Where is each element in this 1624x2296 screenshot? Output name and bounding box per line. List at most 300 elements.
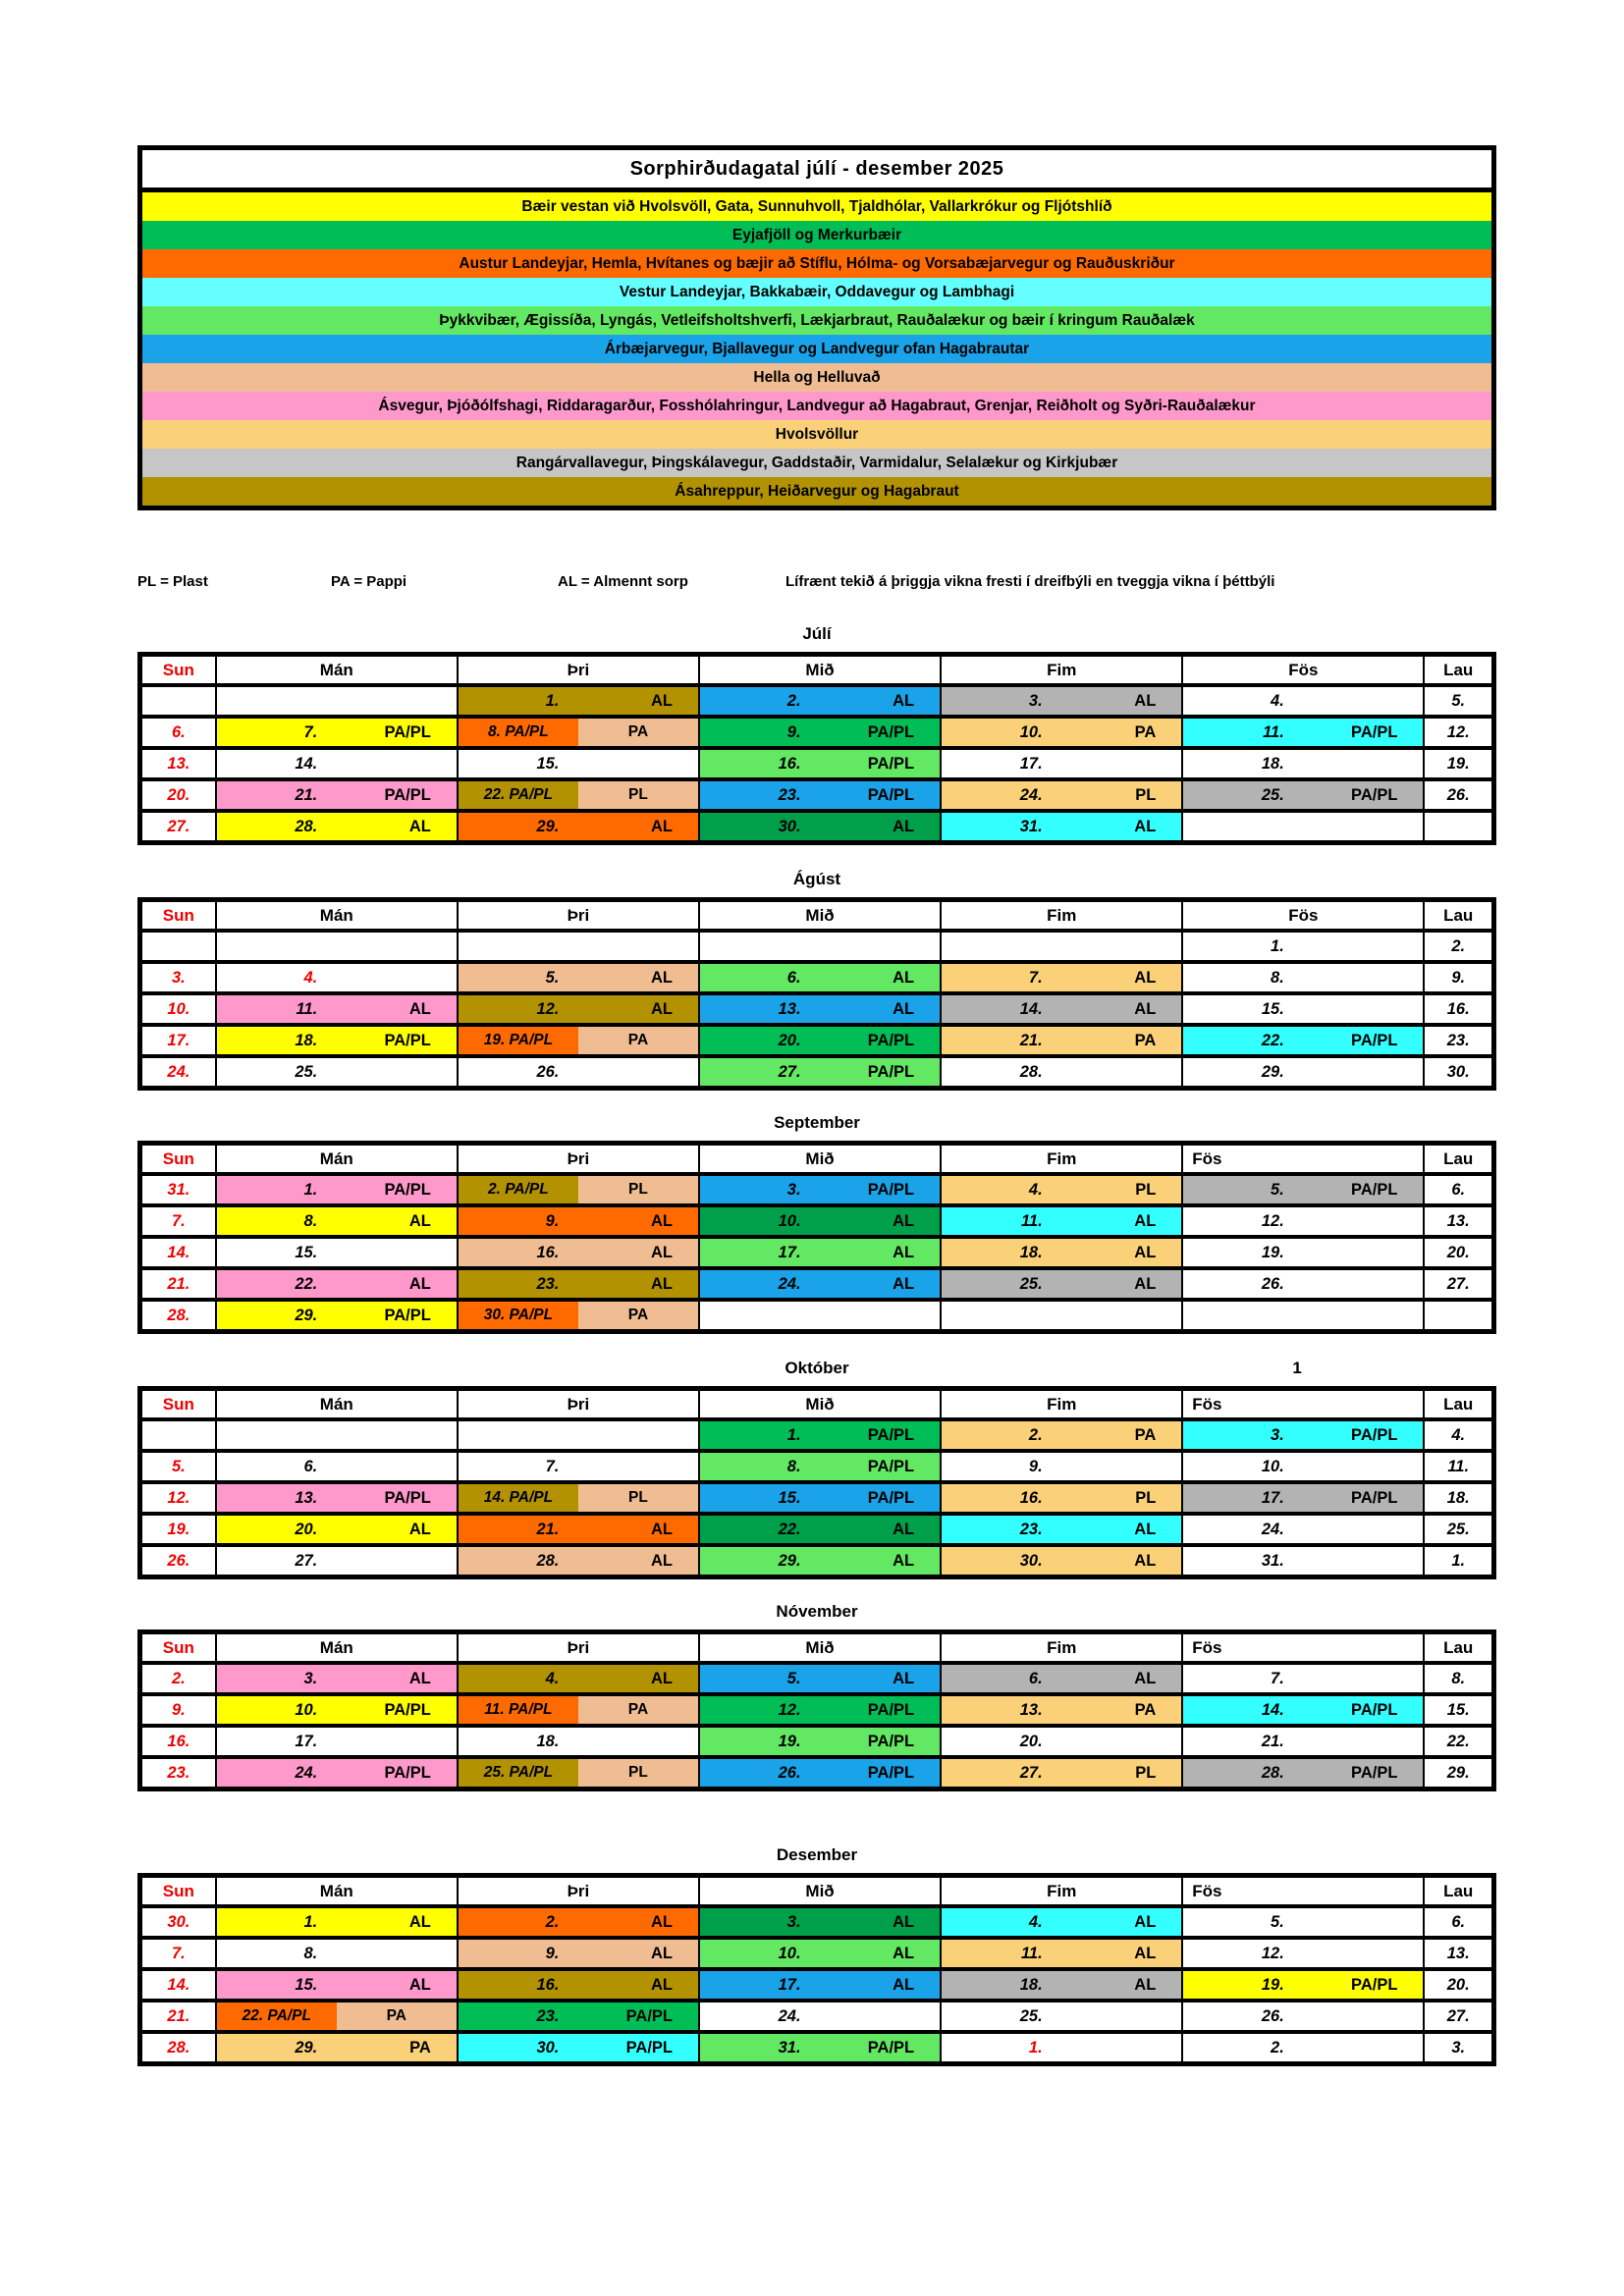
day-cell xyxy=(140,1237,216,1268)
waste-code: PA/PL xyxy=(384,1763,431,1782)
waste-code: AL xyxy=(651,1669,673,1687)
day-number: 24. xyxy=(778,2006,801,2025)
day-cell xyxy=(1182,1757,1424,1789)
day-number: 27. xyxy=(778,1062,801,1081)
week-row xyxy=(140,811,1494,843)
empty-cell xyxy=(216,685,458,717)
day-cell xyxy=(458,1906,699,1938)
week-row xyxy=(140,717,1494,748)
day-number: 14. xyxy=(167,1975,190,1994)
day-cell xyxy=(1424,1938,1493,1969)
day-cell xyxy=(941,1451,1182,1482)
region-band-label: Hella og Helluvað xyxy=(753,368,881,386)
region-band-label: Ásahreppur, Heiðarvegur og Hagabraut xyxy=(675,482,959,500)
waste-code: AL xyxy=(893,1274,915,1293)
day-number: 6. xyxy=(171,722,186,741)
day-number: 9. xyxy=(171,1700,186,1719)
day-number: 25. xyxy=(1019,2006,1043,2025)
month-table xyxy=(137,897,1496,1091)
waste-code: PA/PL xyxy=(384,785,431,804)
waste-code: PL xyxy=(578,1484,698,1512)
day-number: 29. xyxy=(295,1306,318,1324)
day-number: 7. xyxy=(171,1944,186,1962)
waste-code: AL xyxy=(893,1975,915,1994)
waste-code: AL xyxy=(1134,1975,1157,1994)
day-cell xyxy=(140,1969,216,2001)
waste-code: PA/PL xyxy=(1351,1180,1398,1199)
day-cell xyxy=(941,1514,1182,1545)
day-cell xyxy=(699,717,941,748)
day-number: 24. xyxy=(167,1062,190,1081)
day-number: 28. xyxy=(1261,1763,1284,1782)
day-cell xyxy=(1182,1237,1424,1268)
day-cell xyxy=(1182,2032,1424,2064)
day-cell xyxy=(699,685,941,717)
day-number: 10. xyxy=(1019,722,1043,741)
day-cell xyxy=(1182,993,1424,1025)
empty-cell xyxy=(699,931,941,962)
day-cell xyxy=(1424,1419,1493,1451)
day-number: 31. xyxy=(1019,817,1043,835)
day-cell xyxy=(458,962,699,993)
day-cell xyxy=(140,993,216,1025)
day-cell xyxy=(458,1969,699,2001)
day-number: 20. xyxy=(167,785,190,804)
weekday-header: Fim xyxy=(941,1632,1182,1664)
waste-code: PA/PL xyxy=(1351,1031,1398,1049)
day-cell xyxy=(699,1419,941,1451)
day-number: 30. xyxy=(167,1912,190,1931)
weekday-header: Þri xyxy=(458,1389,699,1420)
day-number: 8. xyxy=(303,1211,318,1230)
day-cell-split xyxy=(458,1482,699,1514)
weekday-header: Fim xyxy=(941,900,1182,932)
day-cell xyxy=(140,811,216,843)
waste-code: PA/PL xyxy=(625,2038,673,2056)
day-number: 16. xyxy=(536,1975,560,1994)
day-number: 31. xyxy=(167,1180,190,1199)
waste-code: AL xyxy=(651,1912,673,1931)
weekday-header: Lau xyxy=(1424,655,1493,686)
region-band-label: Austur Landeyjar, Hemla, Hvítanes og bæjir að Stíflu, Hólma- og Vorsabæjarvegur og Rauðuskriður xyxy=(459,254,1175,272)
week-row xyxy=(140,1694,1494,1726)
weekday-header: Fös xyxy=(1182,900,1424,932)
day-number: 16. xyxy=(1019,1488,1043,1507)
week-row xyxy=(140,1419,1494,1451)
day-number: 10. xyxy=(778,1211,801,1230)
day-cell xyxy=(699,1451,941,1482)
day-number: 22. xyxy=(778,1520,801,1538)
day-number: 14. xyxy=(1261,1700,1284,1719)
weekday-header: Sun xyxy=(140,900,216,932)
weekday-header: Fim xyxy=(941,1389,1182,1420)
day-number: 21. xyxy=(167,1274,190,1293)
week-row xyxy=(140,1663,1494,1694)
day-number: 29. xyxy=(295,2038,318,2056)
day-cell xyxy=(1182,779,1424,811)
waste-code: PA/PL xyxy=(867,785,915,804)
day-number: 17. xyxy=(1019,754,1043,773)
waste-code: PA xyxy=(1134,1425,1157,1444)
day-number: 14. xyxy=(295,754,318,773)
weekday-header: Lau xyxy=(1424,1389,1493,1420)
empty-cell xyxy=(1424,811,1493,843)
day-cell xyxy=(941,1663,1182,1694)
day-cell xyxy=(216,993,458,1025)
day-number: 31. xyxy=(778,2038,801,2056)
region-band xyxy=(142,363,1491,392)
day-cell xyxy=(1424,717,1493,748)
waste-code: AL xyxy=(651,1243,673,1261)
month-table xyxy=(137,1629,1496,1791)
day-cell xyxy=(216,1514,458,1545)
day-cell xyxy=(1182,931,1424,962)
month-title: Nóvember xyxy=(776,1602,858,1621)
day-cell xyxy=(1182,1514,1424,1545)
day-cell xyxy=(1424,1174,1493,1205)
day-cell xyxy=(458,2001,699,2032)
day-cell xyxy=(216,1300,458,1332)
day-cell xyxy=(699,1514,941,1545)
day-number: 17. xyxy=(167,1031,190,1049)
week-row xyxy=(140,1514,1494,1545)
day-cell xyxy=(699,811,941,843)
day-cell-split xyxy=(458,717,699,748)
waste-code: PA/PL xyxy=(867,1457,915,1475)
day-cell xyxy=(699,779,941,811)
region-band xyxy=(142,221,1491,249)
day-cell xyxy=(699,1663,941,1694)
waste-code: PA/PL xyxy=(625,2006,673,2025)
week-row xyxy=(140,1174,1494,1205)
waste-code: PA xyxy=(578,1696,698,1724)
day-cell xyxy=(1182,1545,1424,1577)
empty-cell xyxy=(1424,1300,1493,1332)
day-cell xyxy=(458,1938,699,1969)
waste-code: PA/PL xyxy=(867,1700,915,1719)
waste-code: AL xyxy=(408,1274,431,1293)
day-cell xyxy=(140,2001,216,2032)
day-cell xyxy=(1182,1451,1424,1482)
waste-code: PA/PL xyxy=(1351,722,1398,741)
day-cell xyxy=(941,2032,1182,2064)
month-title: Ágúst xyxy=(792,870,841,888)
legend-pl: PL = Plast xyxy=(137,573,208,590)
day-number: 11. xyxy=(1020,1211,1043,1230)
empty-cell xyxy=(1182,1300,1424,1332)
week-row xyxy=(140,1451,1494,1482)
day-number: 4. xyxy=(545,1669,560,1687)
day-number: 18. xyxy=(536,1732,560,1750)
day-number: 13. xyxy=(1446,1944,1470,1962)
day-cell xyxy=(699,1694,941,1726)
month-section xyxy=(137,1602,1496,1791)
month-title: Desember xyxy=(776,1845,858,1864)
day-number: 6. xyxy=(1028,1669,1043,1687)
weekday-header: Mið xyxy=(699,1876,941,1907)
day-number: 12. xyxy=(1261,1944,1284,1962)
day-number: 25. xyxy=(1446,1520,1470,1538)
day-number: 19. xyxy=(1261,1243,1284,1261)
waste-code: AL xyxy=(893,968,915,987)
day-cell xyxy=(699,1482,941,1514)
day-number: 26. xyxy=(778,1763,801,1782)
day-cell xyxy=(216,748,458,779)
region-band-label: Ásvegur, Þjóðólfshagi, Riddaragarður, Fosshólahringur, Landvegur að Hagabraut, Grenjar, Reiðholt og Syðri-Rauðalækur xyxy=(378,397,1256,414)
day-cell xyxy=(941,1757,1182,1789)
weekday-header: Lau xyxy=(1424,1876,1493,1907)
day-number: 9. xyxy=(545,1211,560,1230)
region-band-label: Vestur Landeyjar, Bakkabæir, Oddavegur og Lambhagi xyxy=(619,283,1015,300)
day-number: 23. xyxy=(536,1274,560,1293)
page-title: Sorphirðudagatal júlí - desember 2025 xyxy=(142,150,1491,192)
day-cell xyxy=(1424,1025,1493,1056)
day-number: 11. xyxy=(1020,1944,1043,1962)
day-number: 15. xyxy=(778,1488,801,1507)
day-number: 7. xyxy=(303,722,318,741)
day-number: 21. xyxy=(295,785,318,804)
day-number: 1. xyxy=(1451,1551,1466,1570)
week-row xyxy=(140,779,1494,811)
header-block xyxy=(137,145,1496,510)
day-cell xyxy=(941,685,1182,717)
day-number: 11. xyxy=(1447,1457,1470,1475)
region-band xyxy=(142,192,1491,221)
day-number: 29. xyxy=(536,817,560,835)
day-cell xyxy=(941,993,1182,1025)
day-number: 22. xyxy=(1446,1732,1470,1750)
day-cell xyxy=(140,1056,216,1089)
waste-code: AL xyxy=(893,1551,915,1570)
waste-code: AL xyxy=(1134,999,1157,1018)
week-row xyxy=(140,685,1494,717)
weekday-header: Mið xyxy=(699,655,941,686)
day-number: 2. xyxy=(786,691,801,710)
day-number: 23. xyxy=(778,785,801,804)
day-number: 5. xyxy=(545,968,560,987)
day-number-and-code: 22. PA/PL xyxy=(459,781,578,809)
waste-code: PL xyxy=(1135,1180,1157,1199)
day-cell xyxy=(1424,2032,1493,2064)
day-number: 28. xyxy=(295,817,318,835)
day-number: 4. xyxy=(1028,1912,1043,1931)
waste-code: PA/PL xyxy=(1351,785,1398,804)
waste-code: PA/PL xyxy=(867,1732,915,1750)
day-number: 13. xyxy=(167,754,190,773)
region-band xyxy=(142,420,1491,449)
day-cell xyxy=(216,1938,458,1969)
weekday-header: Mán xyxy=(216,900,458,932)
waste-code: AL xyxy=(1134,817,1157,835)
day-cell xyxy=(1182,1419,1424,1451)
day-cell xyxy=(458,2032,699,2064)
week-row xyxy=(140,1906,1494,1938)
day-cell xyxy=(1182,1268,1424,1300)
day-cell xyxy=(1424,1663,1493,1694)
waste-code: AL xyxy=(408,1669,431,1687)
waste-code: PA xyxy=(578,1027,698,1054)
day-cell xyxy=(1424,1906,1493,1938)
empty-cell xyxy=(699,1300,941,1332)
weekday-header: Lau xyxy=(1424,1144,1493,1175)
waste-code: AL xyxy=(1134,691,1157,710)
day-cell xyxy=(941,1205,1182,1237)
day-number: 16. xyxy=(536,1243,560,1261)
day-cell xyxy=(1424,962,1493,993)
day-cell xyxy=(140,1174,216,1205)
day-number: 15. xyxy=(295,1975,318,1994)
legend-note: Lífrænt tekið á þriggja vikna fresti í dreifbýli en tveggja vikna í þéttbýli xyxy=(785,573,1275,590)
day-cell xyxy=(699,1938,941,1969)
day-cell xyxy=(1182,1025,1424,1056)
day-number: 4. xyxy=(1271,691,1284,710)
day-cell xyxy=(1182,962,1424,993)
day-cell xyxy=(941,1237,1182,1268)
day-cell xyxy=(216,1663,458,1694)
day-cell xyxy=(216,962,458,993)
region-band-label: Hvolsvöllur xyxy=(775,425,859,443)
day-number: 16. xyxy=(167,1732,190,1750)
day-number: 6. xyxy=(786,968,801,987)
day-number: 28. xyxy=(167,2038,190,2056)
day-number: 12. xyxy=(167,1488,190,1507)
day-cell-split xyxy=(458,1025,699,1056)
weekday-header: Fös xyxy=(1182,1389,1424,1420)
day-number: 26. xyxy=(1446,785,1470,804)
legend-al: AL = Almennt sorp xyxy=(558,573,688,590)
empty-cell xyxy=(216,931,458,962)
waste-code: PL xyxy=(578,1176,698,1203)
day-cell xyxy=(1182,1694,1424,1726)
day-cell xyxy=(941,1938,1182,1969)
waste-code: AL xyxy=(893,1211,915,1230)
day-cell xyxy=(1424,1451,1493,1482)
day-number: 29. xyxy=(778,1551,801,1570)
empty-cell xyxy=(216,1419,458,1451)
day-cell xyxy=(1182,1056,1424,1089)
day-cell xyxy=(140,748,216,779)
weekday-header: Lau xyxy=(1424,1632,1493,1664)
month-table xyxy=(137,1141,1496,1334)
day-cell xyxy=(699,1025,941,1056)
day-cell xyxy=(699,1174,941,1205)
day-cell xyxy=(1424,748,1493,779)
day-cell xyxy=(140,1514,216,1545)
day-cell xyxy=(1182,1482,1424,1514)
day-cell xyxy=(140,1205,216,1237)
waste-code: AL xyxy=(893,1243,915,1261)
day-number-and-code: 30. PA/PL xyxy=(459,1302,578,1329)
day-cell xyxy=(941,1969,1182,2001)
empty-cell xyxy=(941,931,1182,962)
day-number: 4. xyxy=(1028,1180,1043,1199)
day-cell xyxy=(699,1726,941,1757)
day-number: 8. xyxy=(303,1944,318,1962)
day-cell xyxy=(1182,1726,1424,1757)
day-cell xyxy=(458,1268,699,1300)
day-number: 18. xyxy=(1019,1975,1043,1994)
day-number: 30. xyxy=(778,817,801,835)
waste-code: AL xyxy=(651,691,673,710)
day-number: 27. xyxy=(167,817,190,835)
day-cell xyxy=(941,1482,1182,1514)
day-number: 14. xyxy=(167,1243,190,1261)
weekday-header: Mið xyxy=(699,900,941,932)
region-band xyxy=(142,249,1491,278)
weekday-header: Mið xyxy=(699,1632,941,1664)
day-number: 17. xyxy=(778,1243,801,1261)
day-cell xyxy=(140,1025,216,1056)
waste-code: PL xyxy=(1135,1488,1157,1507)
day-number: 24. xyxy=(295,1763,318,1782)
day-cell xyxy=(216,1237,458,1268)
day-cell xyxy=(458,685,699,717)
day-number: 21. xyxy=(1019,1031,1043,1049)
day-number: 31. xyxy=(1261,1551,1284,1570)
day-number: 30. xyxy=(1019,1551,1043,1570)
day-cell xyxy=(1182,2001,1424,2032)
day-number-and-code: 19. PA/PL xyxy=(459,1027,578,1054)
day-cell xyxy=(941,2001,1182,2032)
week-row xyxy=(140,1300,1494,1332)
day-cell xyxy=(458,748,699,779)
day-cell xyxy=(941,717,1182,748)
month-section xyxy=(137,1113,1496,1334)
day-cell xyxy=(458,1237,699,1268)
weekday-header: Þri xyxy=(458,1632,699,1664)
region-band xyxy=(142,306,1491,335)
day-cell xyxy=(941,962,1182,993)
week-row xyxy=(140,1025,1494,1056)
day-number: 8. xyxy=(786,1457,801,1475)
day-cell xyxy=(941,779,1182,811)
month-section xyxy=(137,624,1496,845)
day-number: 21. xyxy=(536,1520,560,1538)
weekday-header: Sun xyxy=(140,1632,216,1664)
day-number: 13. xyxy=(1446,1211,1470,1230)
day-number-and-code: 25. PA/PL xyxy=(459,1759,578,1787)
waste-code: PA/PL xyxy=(867,1062,915,1081)
day-number: 29. xyxy=(1261,1062,1284,1081)
day-cell xyxy=(699,1757,941,1789)
weekday-header: Fim xyxy=(941,1876,1182,1907)
day-number: 2. xyxy=(1028,1425,1043,1444)
day-number: 5. xyxy=(1271,1180,1284,1199)
day-number: 6. xyxy=(303,1457,318,1475)
waste-code: PA xyxy=(578,1302,698,1329)
day-number: 26. xyxy=(1261,1274,1284,1293)
day-number-and-code: 14. PA/PL xyxy=(459,1484,578,1512)
day-number: 19. xyxy=(1446,754,1470,773)
day-cell xyxy=(1424,779,1493,811)
waste-code: PA/PL xyxy=(867,722,915,741)
day-cell xyxy=(1182,748,1424,779)
day-number: 10. xyxy=(778,1944,801,1962)
day-number: 27. xyxy=(1446,2006,1470,2025)
day-number: 3. xyxy=(786,1912,801,1931)
day-cell xyxy=(1182,1205,1424,1237)
waste-code: AL xyxy=(1134,1243,1157,1261)
day-number: 3. xyxy=(1028,691,1043,710)
day-number: 13. xyxy=(1019,1700,1043,1719)
weekday-header: Lau xyxy=(1424,900,1493,932)
waste-code: PA xyxy=(1134,1031,1157,1049)
day-cell xyxy=(699,1545,941,1577)
day-number: 18. xyxy=(1019,1243,1043,1261)
waste-code: PA/PL xyxy=(1351,1763,1398,1782)
day-cell xyxy=(941,1419,1182,1451)
day-number: 2. xyxy=(545,1912,560,1931)
